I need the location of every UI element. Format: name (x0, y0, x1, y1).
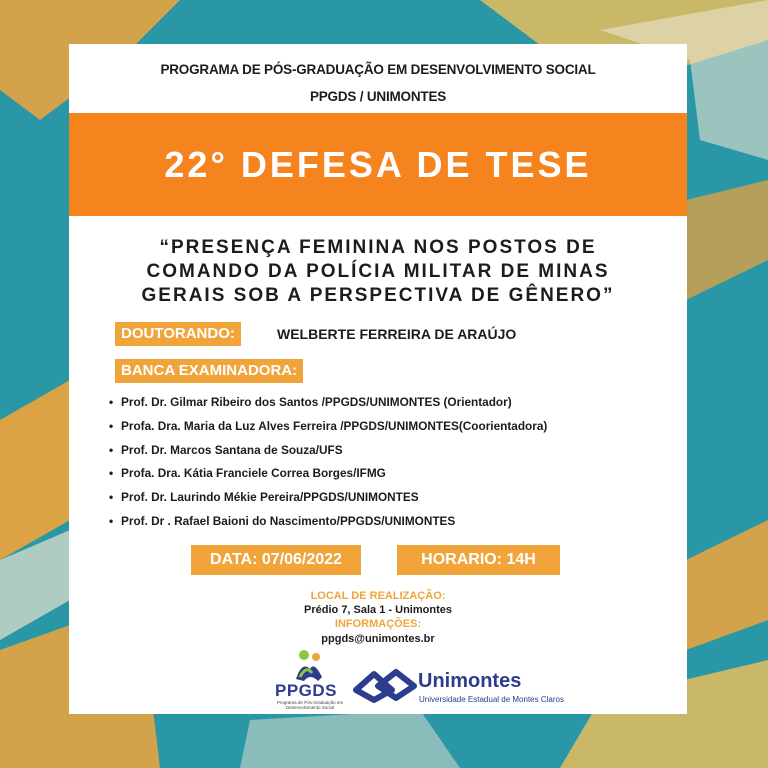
list-item: • Prof. Dr. Gilmar Ribeiro dos Santos /PPGDS/UNIMONTES (Orientador) (109, 394, 547, 418)
committee-label: BANCA EXAMINADORA: (115, 359, 303, 383)
venue-label: LOCAL DE REALIZAÇÃO: (310, 590, 446, 602)
program-subheader: PPGDS / UNIMONTES (309, 89, 447, 104)
ppgds-logo-text: PPGDS (275, 681, 338, 700)
list-item: • Prof. Dr. Laurindo Mékie Pereira/PPGDS/UNIMONTES (109, 489, 547, 513)
title-banner: 22° DEFESA DE TESE (69, 113, 687, 216)
flyer-card (69, 44, 687, 714)
info-label: INFORMAÇÕES: (334, 618, 422, 630)
list-item: • Prof. Dr . Rafael Baioni do Nascimento/PPGDS/UNIMONTES (109, 513, 547, 537)
list-item: • Profa. Dra. Maria da Luz Alves Ferreira /PPGDS/UNIMONTES(Coorientadora) (109, 418, 547, 442)
doctoral-label: DOUTORANDO: (115, 322, 241, 346)
unimontes-logo-icon (352, 666, 418, 706)
list-item: • Prof. Dr. Marcos Santana de Souza/UFS (109, 442, 547, 466)
venue-value: Prédio 7, Sala 1 - Unimontes (304, 604, 452, 616)
thesis-title-line: GERAIS SOB A PERSPECTIVA DE GÊNERO” (141, 285, 615, 306)
unimontes-logo-subtitle: Universidade Estadual de Montes Claros (419, 695, 564, 704)
thesis-title-line: COMANDO DA POLÍCIA MILITAR DE MINAS (146, 261, 610, 282)
doctoral-name: WELBERTE FERREIRA DE ARAÚJO (277, 326, 517, 342)
contact-email[interactable]: ppgds@unimontes.br (321, 633, 435, 645)
time-box: HORARIO: 14H (397, 545, 560, 575)
unimontes-logo-text: Unimontes (418, 670, 522, 692)
thesis-title-line: “PRESENÇA FEMININA NOS POSTOS DE (159, 237, 597, 258)
date-box: DATA: 07/06/2022 (191, 545, 361, 575)
list-item: • Profa. Dra. Kátia Franciele Correa Borges/IFMG (109, 465, 547, 489)
ppgds-logo-subtitle: Programa de Pós-Graduação em Desenvolvimento Social (276, 700, 344, 710)
committee-list (109, 394, 547, 537)
thesis-title (89, 236, 667, 308)
program-header: PROGRAMA DE PÓS-GRADUAÇÃO EM DESENVOLVIMENTO SOCIAL (160, 62, 596, 77)
